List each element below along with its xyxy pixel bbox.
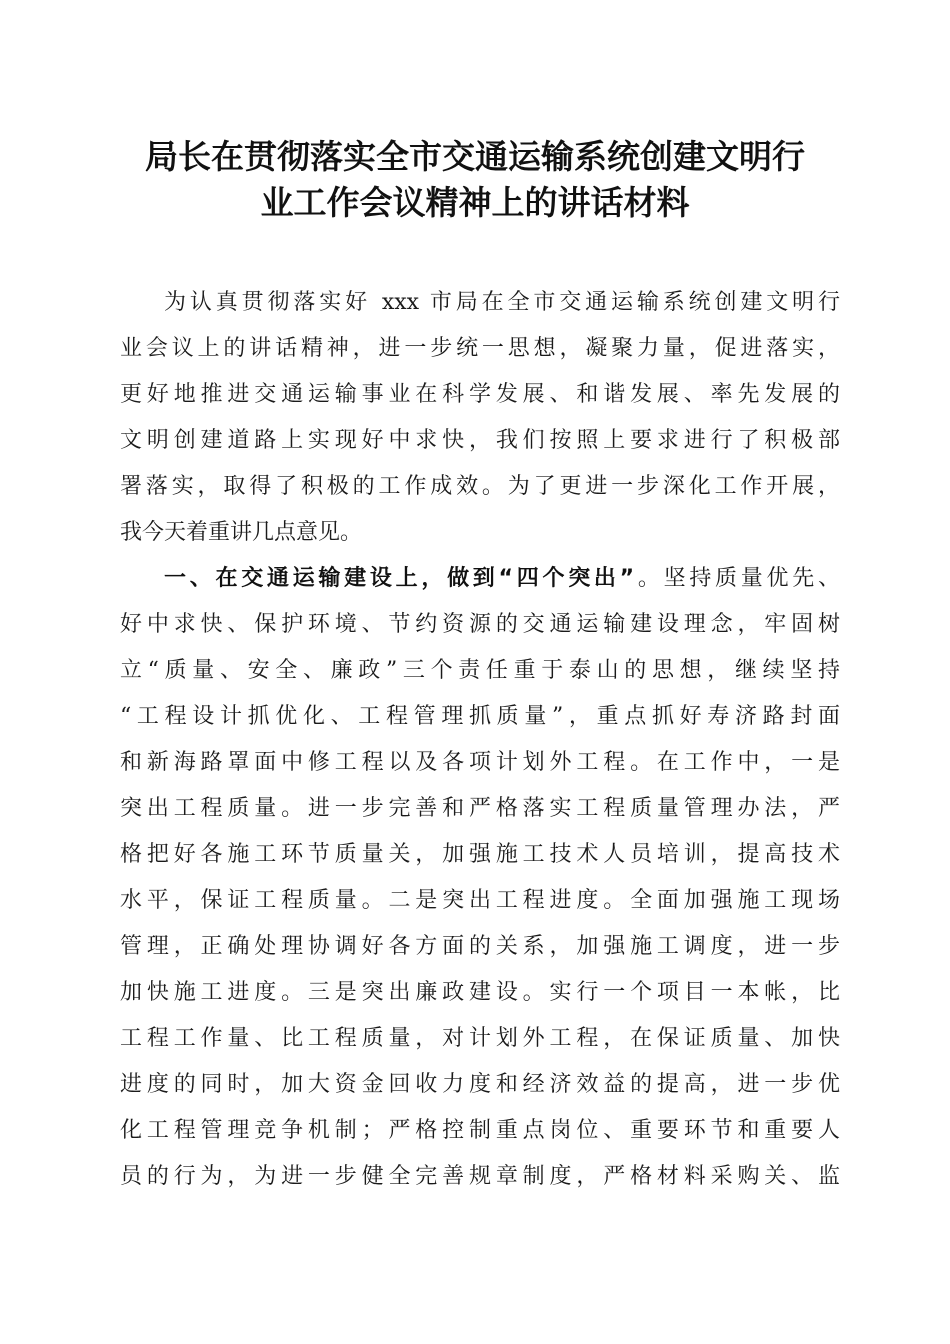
paragraph-line: 为认真贯彻落实好 xxx 市局在全市交通运输系统创建文明行 bbox=[164, 290, 840, 315]
paragraph-line: 化工程管理竞争机制；严格控制重点岗位、重要环节和重要人 bbox=[120, 1118, 840, 1143]
paragraph-line: “工程设计抓优化、工程管理抓质量”，重点抓好寿济路封面 bbox=[120, 704, 840, 729]
paragraph-line: 立“质量、安全、廉政”三个责任重于泰山的思想，继续坚持 bbox=[120, 658, 840, 683]
paragraph-line: 员的行为，为进一步健全完善规章制度，严格材料采购关、监 bbox=[120, 1164, 840, 1189]
paragraph-line: 突出工程质量。进一步完善和严格落实工程质量管理办法，严 bbox=[120, 796, 840, 821]
paragraph-line: 进度的同时，加大资金回收力度和经济效益的提高，进一步优 bbox=[120, 1072, 840, 1097]
section-heading: 一、在交通运输建设上，做到“四个突出” bbox=[164, 566, 635, 591]
title-line: 业工作会议精神上的讲话材料 bbox=[260, 183, 690, 222]
paragraph-line: 加快施工进度。三是突出廉政建设。实行一个项目一本帐，比 bbox=[120, 980, 840, 1005]
paragraph-line: 我今天着重讲几点意见。 bbox=[120, 520, 363, 545]
paragraph-line: 好中求快、保护环境、节约资源的交通运输建设理念，牢固树 bbox=[120, 612, 840, 637]
paragraph-line: 管理，正确处理协调好各方面的关系，加强施工调度，进一步 bbox=[120, 934, 840, 959]
section-first-line bbox=[120, 556, 840, 602]
paragraph-line: 更好地推进交通运输事业在科学发展、和谐发展、率先发展的 bbox=[120, 382, 840, 407]
paragraph-line: 署落实，取得了积极的工作成效。为了更进一步深化工作开展， bbox=[120, 474, 840, 499]
paragraph-line: 工程工作量、比工程质量，对计划外工程，在保证质量、加快 bbox=[120, 1026, 840, 1051]
paragraph-line: 文明创建道路上实现好中求快，我们按照上要求进行了积极部 bbox=[120, 428, 840, 453]
paragraph-line: 水平，保证工程质量。二是突出工程进度。全面加强施工现场 bbox=[120, 888, 840, 913]
paragraph-line: 格把好各施工环节质量关，加强施工技术人员培训，提高技术 bbox=[120, 842, 840, 867]
title-line: 局长在贯彻落实全市交通运输系统创建文明行 bbox=[145, 137, 805, 176]
paragraph-line: 和新海路罩面中修工程以及各项计划外工程。在工作中，一是 bbox=[120, 750, 840, 775]
section-first-line-tail: 。坚持质量优先、 bbox=[634, 566, 840, 591]
paragraph-line: 业会议上的讲话精神，进一步统一思想，凝聚力量，促进落实， bbox=[120, 336, 840, 361]
document-title bbox=[100, 134, 850, 226]
